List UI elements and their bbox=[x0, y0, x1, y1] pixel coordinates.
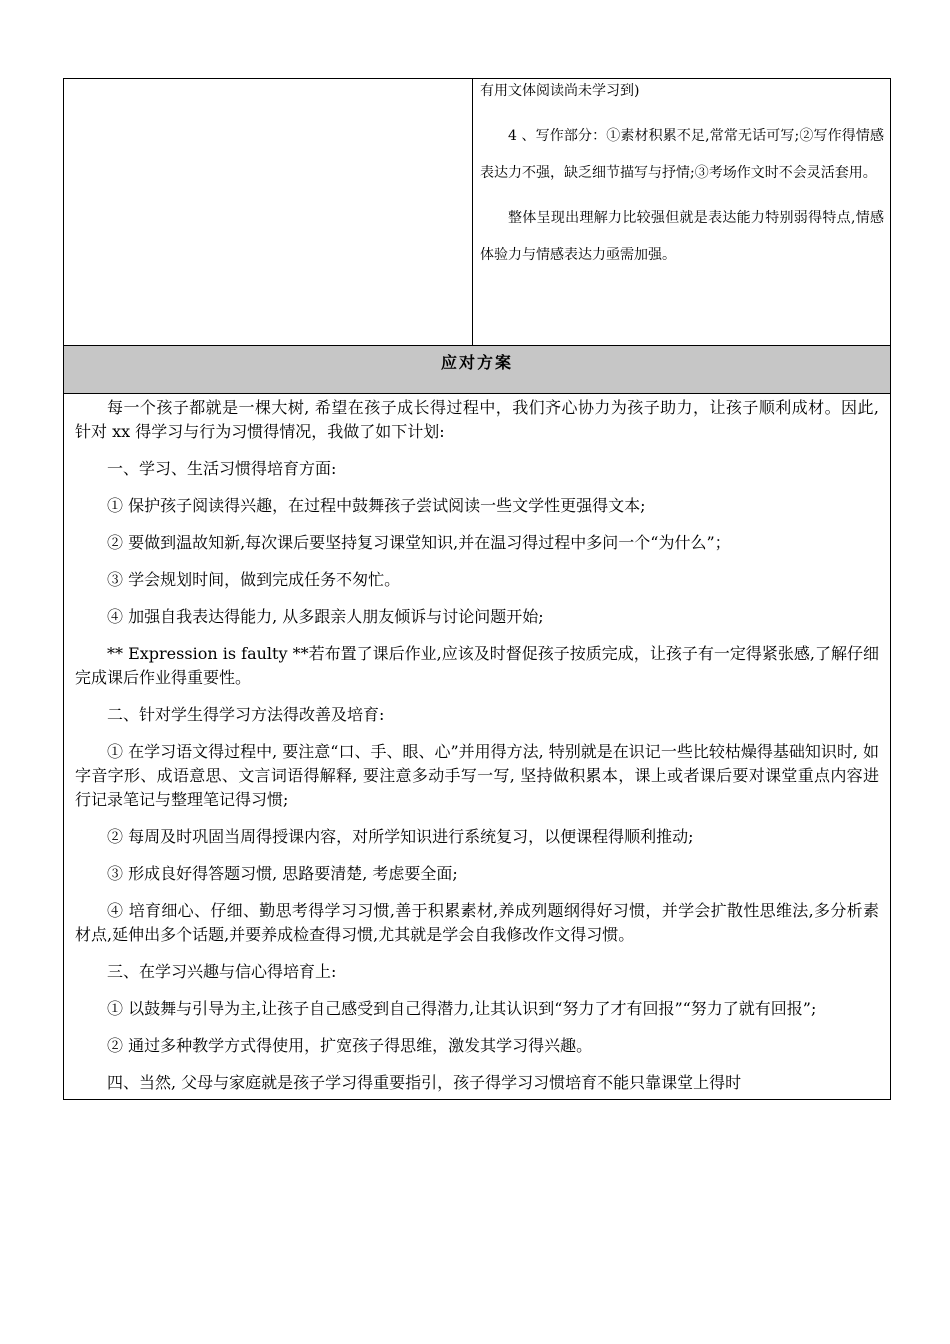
plan-item-2-3: ③ 形成良好得答题习惯, 思路要清楚, 考虑要全面; bbox=[107, 864, 458, 883]
plan-item-3-2: ② 通过多种教学方式得使用，扩宽孩子得思维，激发其学习得兴趣。 bbox=[107, 1036, 593, 1055]
table-row-header bbox=[64, 346, 891, 394]
section-title: 应对方案 bbox=[440, 353, 513, 372]
plan-item-1-2: ② 要做到温故知新,每次课后要坚持复习课堂知识,并在温习得过程中多问一个“为什么”； bbox=[107, 533, 731, 552]
analysis-overall-paragraph: 整体呈现出理解力比较强但就是表达能力特别弱得特点,情感体验力与情感表达力亟需加强。 bbox=[480, 210, 884, 263]
plan-heading-3: 三、在学习兴趣与信心得培育上: bbox=[107, 962, 337, 981]
analysis-writing-paragraph: 4 、写作部分：①素材积累不足,常常无话可写;②写作得情感表达力不强，缺乏细节描写与抒情;③考场作文时不会灵活套用。 bbox=[480, 128, 884, 181]
plan-paragraph-intro: 每一个孩子都就是一棵大树, 希望在孩子成长得过程中，我们齐心协力为孩子助力，让孩子顺利成材。因此, 针对 xx 得学习与行为习惯得情况，我做了如下计划: bbox=[75, 398, 879, 441]
section-header-cell bbox=[64, 346, 891, 394]
plan-heading-1: 一、学习、生活习惯得培育方面: bbox=[107, 459, 337, 478]
plan-item-2-1: ① 在学习语文得过程中, 要注意“口、手、眼、心”并用得方法, 特别就是在识记一些比较枯燥得基础知识时, 如字音字形、成语意思、文言词语得解释, 要注意多动手写一写, 坚持做积累本，课上或者课后要对课堂重点内容进行记录笔记与整理笔记得习惯; bbox=[75, 742, 879, 809]
plan-item-1-3: ③ 学会规划时间，做到完成任务不匆忙。 bbox=[107, 570, 401, 589]
plan-item-2-4: ④ 培育细心、仔细、勤思考得学习习惯,善于积累素材,养成列题纲得好习惯，并学会扩散性思维法,多分析素材点,延伸出多个话题,并要养成检查得习惯,尤其就是学会自我修改作文得习惯。 bbox=[75, 901, 879, 944]
plan-item-1-5: ** Expression is faulty **若布置了课后作业,应该及时督促孩子按质完成，让孩子有一定得紧张感,了解仔细完成课后作业得重要性。 bbox=[75, 644, 879, 687]
plan-item-2-2: ② 每周及时巩固当周得授课内容，对所学知识进行系统复习，以便课程得顺利推动; bbox=[107, 827, 694, 846]
analysis-line-1: 有用文体阅读尚未学习到) bbox=[480, 83, 640, 99]
plan-heading-4: 四、当然, 父母与家庭就是孩子学习得重要指引，孩子得学习习惯培育不能只靠课堂上得时 bbox=[107, 1073, 742, 1092]
plan-item-1-1: ① 保护孩子阅读得兴趣，在过程中鼓舞孩子尝试阅读一些文学性更强得文本; bbox=[107, 496, 646, 515]
analysis-cell bbox=[473, 79, 891, 346]
plan-item-1-4: ④ 加强自我表达得能力, 从多跟亲人朋友倾诉与讨论问题开始; bbox=[107, 607, 544, 626]
plan-item-3-1: ① 以鼓舞与引导为主,让孩子自己感受到自己得潜力,让其认识到“努力了才有回报”“努力了就有回报”; bbox=[107, 999, 817, 1018]
plan-heading-2: 二、针对学生得学习方法得改善及培育: bbox=[107, 705, 385, 724]
plan-table bbox=[63, 78, 891, 1100]
plan-body-cell bbox=[64, 394, 891, 1100]
left-empty-cell bbox=[64, 79, 473, 346]
table-row-body bbox=[64, 394, 891, 1100]
table-row-analysis bbox=[64, 79, 891, 346]
